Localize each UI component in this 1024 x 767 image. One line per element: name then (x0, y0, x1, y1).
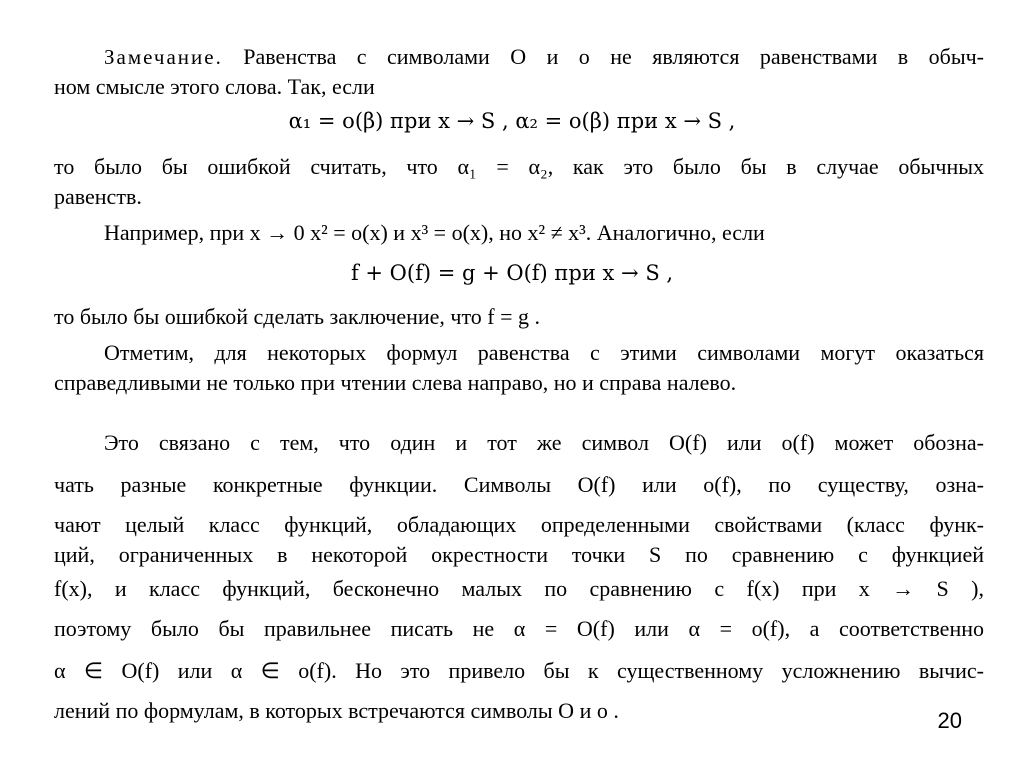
text-line-14: поэтому было бы правильнее писать не α = O(f) или α = o(f), а соответственно (54, 616, 984, 641)
text-line-8: справедливыми не только при чтении слева направо, но и справа налево. (54, 370, 737, 395)
text-line-16: лений по формулам, в которых встречаются символы O и o . (54, 698, 619, 723)
formula-line-1: α₁ = o(β) при x → S , α₂ = o(β) при x → S , (288, 109, 736, 133)
text-line-3: то было бы ошибкой считать, что α₁ = α₂, как это было бы в случае обычных (54, 154, 984, 179)
text-line-13: f(x), и класс функций, бесконечно малых по сравнению с f(x) при x → S ), (54, 576, 984, 601)
text-line-4: равенств. (54, 184, 142, 209)
text-line-1 (104, 42, 984, 72)
text-line-5: Например, при x → 0 x² = o(x) и x³ = o(x), но x² ≠ x³. Аналогично, если (104, 220, 765, 245)
text-line-10: чать разные конкретные функции. Символы O(f) или o(f), по существу, озна- (54, 472, 984, 497)
remark-heading: Замечание. (104, 45, 223, 69)
text-line-9: Это связано с тем, что один и тот же символ O(f) или o(f) может обозна- (104, 430, 984, 455)
formula-line-2: f + O(f) = g + O(f) при x → S , (350, 261, 674, 285)
text-line-2: ном смысле этого слова. Так, если (54, 74, 375, 99)
text-line-6: то было бы ошибкой сделать заключение, что f = g . (54, 304, 541, 329)
text-line-11: чают целый класс функций, обладающих определенными свойствами (класс функ- (54, 512, 984, 537)
text-line-12: ций, ограниченных в некоторой окрестности точки S по сравнению с функцией (54, 542, 984, 567)
page-number: 20 (937, 708, 962, 733)
text-line-15: α ∈ O(f) или α ∈ o(f). Но это привело бы к существенному усложнению вычис- (54, 658, 984, 683)
text-line-7: Отметим, для некоторых формул равенства с этими символами могут оказаться (104, 340, 984, 365)
text-line-1-body: Равенства с символами O и o не являются равенствами в обыч- (222, 44, 984, 69)
